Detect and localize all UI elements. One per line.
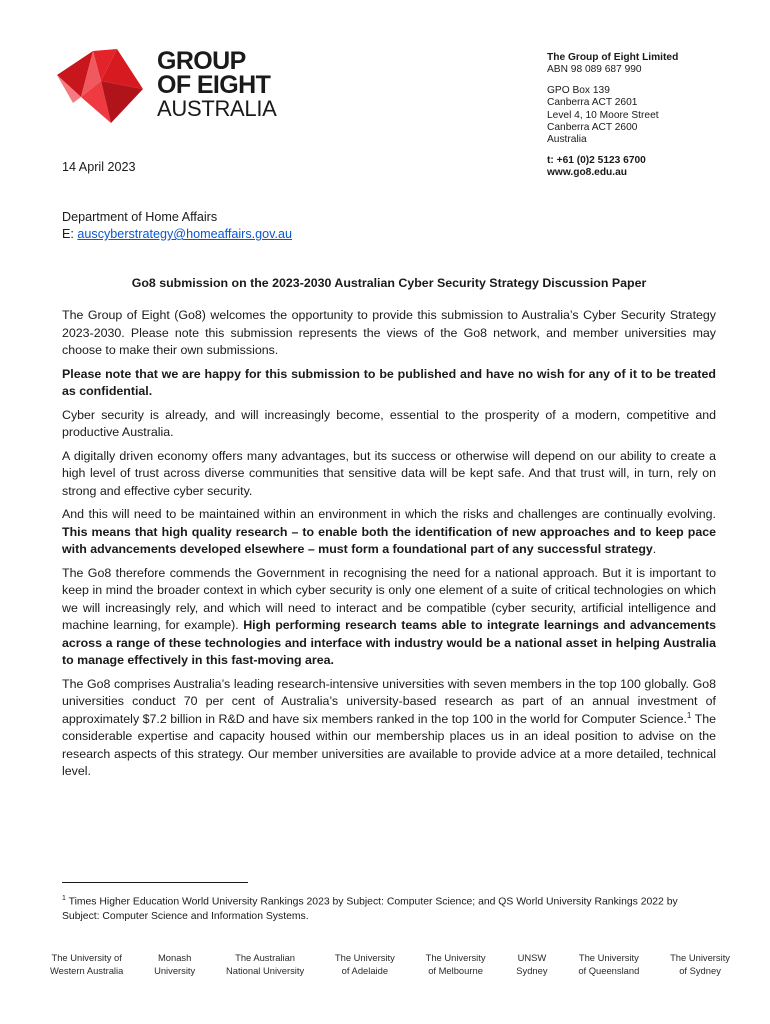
letter-body — [62, 307, 716, 787]
text-run: And this will need to be maintained within an environment in which the risks and challenges are continually evolving. — [62, 507, 716, 521]
bold-text: This means that high quality research – to enable both the identification of new approaches and to keep pace with advancements developed elsewhere – must form a foundational part of any successful strategy — [62, 524, 716, 556]
recipient-email-line — [62, 226, 292, 243]
paragraph — [62, 565, 716, 670]
letter-subject: Go8 submission on the 2023-2030 Australian Cyber Security Strategy Discussion Paper — [131, 276, 647, 290]
logo-line-1: GROUP — [157, 47, 246, 75]
logo-line-3: AUSTRALIA — [157, 96, 277, 121]
member-line: University — [154, 964, 196, 976]
member-universities-footer — [50, 952, 730, 977]
paragraph: A digitally driven economy offers many advantages, but its success or otherwise will depend on our ability to create a high level of trust across diverse communities that sensitive data will be kept safe. And that trust will, in turn, rely on strong and effective cyber security. — [62, 448, 716, 498]
address-line: GPO Box 139 — [547, 84, 610, 96]
text-run: The considerable expertise and capacity housed within our membership places us in an ideal position to advise on the research aspects of this strategy. Our member universities are available to provide advice at a more detailed, technical level. — [62, 711, 716, 778]
member-university — [578, 952, 639, 977]
go8-logo — [55, 45, 275, 127]
letter-date: 14 April 2023 — [62, 160, 136, 174]
paragraph — [62, 506, 716, 559]
org-name: The Group of Eight Limited — [547, 52, 679, 63]
member-university — [335, 952, 395, 977]
footnote-text: Times Higher Education World University Rankings 2023 by Subject: Computer Science; and QS World University Rankings 2022 by Subject: Computer Science and Information Systems. — [62, 896, 678, 923]
bold-text: High performing research teams able to integrate learnings and advancements across a range of these technologies and interface with industry would be a national asset in helping Australia to manage effectively in this fast-moving area. — [62, 618, 716, 667]
footnote — [62, 891, 716, 924]
org-abn: ABN 98 089 687 990 — [547, 64, 642, 76]
address-line: Australia — [547, 134, 587, 146]
bold-text: Please note that we are happy for this submission to be published and have no wish for any of it to be treated as confidential. — [62, 366, 716, 398]
member-line: of Queensland — [578, 964, 640, 976]
member-line: The University — [578, 952, 639, 963]
text-run: The Go8 therefore commends the Government in recognising the need for a national approach. But it is important to keep in mind the broader context in which cyber security is only one element of a suite of critical technologies on which we will increasingly rely, and which will need to interact and be compatible (cyber security, artificial intelligence and machine learning, for example). — [62, 565, 716, 632]
member-university — [670, 952, 730, 977]
member-university — [516, 952, 547, 977]
member-university — [426, 952, 486, 977]
member-university — [226, 952, 304, 977]
org-phone: t: +61 (0)2 5123 6700 — [547, 154, 646, 166]
text-run: . — [652, 542, 657, 556]
paragraph: Cyber security is already, and will increasingly become, essential to the prosperity of a modern, competitive and productive Australia. — [62, 407, 716, 439]
logo-wordmark — [157, 49, 277, 121]
paragraph: The Group of Eight (Go8) welcomes the opportunity to provide this submission to Australia’s Cyber Security Strategy 2023-2030. Please note this submission represents the views of the Go8 network, and member universities may choose to make their own submissions. — [62, 308, 716, 357]
member-line: The University — [425, 952, 486, 963]
member-line: The University — [670, 952, 730, 963]
recipient-block — [62, 209, 292, 243]
member-line: The Australian — [235, 952, 296, 963]
text-run: The Go8 comprises Australia’s leading research-intensive universities with seven members in the top 100 globally. Go8 universities conduct 70 per cent of Australia’s university-based research as part of an annual investment of approximately $7.2 billion in R&D and have six members ranked in the top 100 in the world for Computer Science. — [62, 676, 716, 726]
member-line: Western Australia — [50, 964, 124, 976]
address-line: Canberra ACT 2600 — [547, 122, 638, 134]
address-line: Canberra ACT 2601 — [547, 97, 638, 109]
member-line: Monash — [157, 952, 192, 963]
member-line: of Adelaide — [341, 964, 389, 976]
member-line: National University — [225, 964, 305, 976]
member-line: UNSW — [517, 952, 547, 963]
letterhead-contact — [547, 52, 678, 180]
member-university — [50, 952, 123, 977]
logo-mark-icon — [55, 45, 155, 127]
footnote-divider — [62, 882, 248, 883]
email-label: E: — [62, 227, 74, 241]
member-line: of Sydney — [679, 964, 721, 976]
address-line: Level 4, 10 Moore Street — [547, 109, 659, 121]
member-line: Sydney — [516, 964, 548, 976]
member-line: of Melbourne — [428, 964, 483, 976]
member-line: The University of — [51, 952, 122, 963]
recipient-email-link[interactable]: auscyberstrategy@homeaffairs.gov.au — [77, 227, 293, 241]
org-web: www.go8.edu.au — [547, 167, 627, 179]
member-university — [154, 952, 195, 977]
recipient-name: Department of Home Affairs — [62, 210, 218, 224]
footnote-number: 1 — [62, 895, 66, 902]
paragraph — [62, 676, 716, 781]
paragraph — [62, 366, 716, 401]
logo-line-2: OF EIGHT — [157, 71, 271, 99]
footnote-ref[interactable]: 1 — [686, 710, 692, 720]
member-line: The University — [334, 952, 395, 963]
